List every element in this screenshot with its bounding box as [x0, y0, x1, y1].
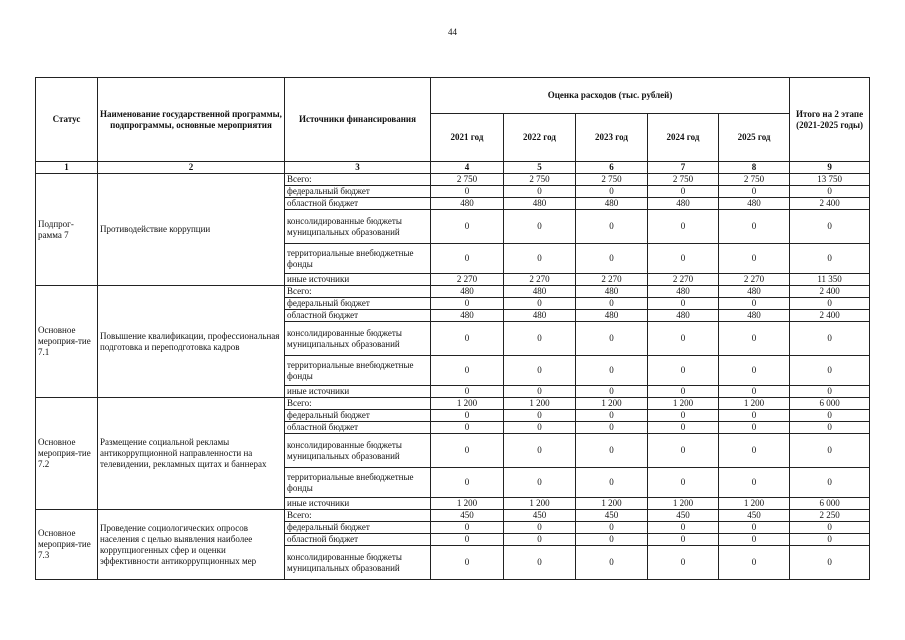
source-cell: иные источники: [285, 386, 431, 398]
value-cell: 0: [431, 244, 504, 274]
header-year: 2024 год: [648, 114, 719, 162]
total-cell: 0: [790, 534, 870, 546]
value-cell: 0: [648, 422, 719, 434]
value-cell: 2 750: [648, 174, 719, 186]
source-cell: территориальные внебюджетные фонды: [285, 356, 431, 386]
value-cell: 0: [648, 298, 719, 310]
header-year: 2025 год: [719, 114, 790, 162]
status-cell: Основное мероприя-тие 7.2: [36, 398, 98, 510]
value-cell: 0: [504, 410, 576, 422]
value-cell: 1 200: [431, 498, 504, 510]
source-cell: областной бюджет: [285, 534, 431, 546]
value-cell: 0: [719, 546, 790, 580]
value-cell: 0: [648, 410, 719, 422]
name-cell: Противодействие коррупции: [98, 174, 285, 286]
column-number: 3: [285, 162, 431, 174]
value-cell: 1 200: [431, 398, 504, 410]
value-cell: 0: [576, 434, 648, 468]
value-cell: 480: [576, 310, 648, 322]
value-cell: 0: [648, 356, 719, 386]
value-cell: 0: [576, 386, 648, 398]
source-cell: консолидированные бюджеты муниципальных образований: [285, 210, 431, 244]
header-year: 2023 год: [576, 114, 648, 162]
column-number: 7: [648, 162, 719, 174]
value-cell: 480: [504, 286, 576, 298]
total-cell: 0: [790, 298, 870, 310]
value-cell: 0: [576, 546, 648, 580]
value-cell: 0: [431, 322, 504, 356]
value-cell: 0: [504, 468, 576, 498]
source-cell: Всего:: [285, 510, 431, 522]
header-name: Наименование государственной программы, подпрограммы, основные мероприятия: [98, 78, 285, 162]
value-cell: 480: [719, 286, 790, 298]
value-cell: 2 270: [648, 274, 719, 286]
total-cell: 0: [790, 522, 870, 534]
value-cell: 0: [504, 244, 576, 274]
value-cell: 450: [719, 510, 790, 522]
total-cell: 6 000: [790, 398, 870, 410]
value-cell: 2 270: [431, 274, 504, 286]
value-cell: 0: [431, 298, 504, 310]
value-cell: 0: [576, 298, 648, 310]
value-cell: 2 750: [504, 174, 576, 186]
source-cell: Всего:: [285, 398, 431, 410]
value-cell: 0: [719, 468, 790, 498]
value-cell: 1 200: [648, 498, 719, 510]
value-cell: 0: [719, 410, 790, 422]
header-sources: Источники финансирования: [285, 78, 431, 162]
source-cell: иные источники: [285, 498, 431, 510]
value-cell: 0: [431, 522, 504, 534]
value-cell: 0: [504, 356, 576, 386]
value-cell: 0: [719, 298, 790, 310]
value-cell: 1 200: [719, 498, 790, 510]
value-cell: 2 270: [504, 274, 576, 286]
value-cell: 0: [576, 322, 648, 356]
value-cell: 1 200: [504, 498, 576, 510]
value-cell: 0: [504, 434, 576, 468]
table-row: [36, 510, 870, 522]
source-cell: федеральный бюджет: [285, 522, 431, 534]
value-cell: 480: [431, 286, 504, 298]
table-body: [36, 174, 870, 580]
total-cell: 0: [790, 434, 870, 468]
table-row: [36, 286, 870, 298]
source-cell: консолидированные бюджеты муниципальных образований: [285, 322, 431, 356]
name-cell: Повышение квалификации, профессиональная подготовка и переподготовка кадров: [98, 286, 285, 398]
value-cell: 480: [719, 198, 790, 210]
total-cell: 0: [790, 356, 870, 386]
source-cell: территориальные внебюджетные фонды: [285, 244, 431, 274]
source-cell: Всего:: [285, 286, 431, 298]
total-cell: 13 750: [790, 174, 870, 186]
value-cell: 0: [504, 522, 576, 534]
value-cell: 0: [576, 356, 648, 386]
value-cell: 0: [504, 210, 576, 244]
status-cell: Подпрог-рамма 7: [36, 174, 98, 286]
value-cell: 480: [504, 310, 576, 322]
value-cell: 0: [648, 386, 719, 398]
source-cell: Всего:: [285, 174, 431, 186]
column-number: 1: [36, 162, 98, 174]
value-cell: 450: [576, 510, 648, 522]
total-cell: 0: [790, 468, 870, 498]
total-cell: 0: [790, 410, 870, 422]
value-cell: 480: [719, 310, 790, 322]
table-row: [36, 174, 870, 186]
source-cell: иные источники: [285, 274, 431, 286]
value-cell: 0: [504, 546, 576, 580]
total-cell: 2 250: [790, 510, 870, 522]
total-cell: 0: [790, 186, 870, 198]
name-cell: Проведение социологических опросов населения с целью выявления наиболее коррупциогенных сфер и оценки эффективности антикоррупционных мер: [98, 510, 285, 580]
total-cell: 2 400: [790, 198, 870, 210]
value-cell: 0: [576, 468, 648, 498]
value-cell: 0: [431, 422, 504, 434]
total-cell: 0: [790, 244, 870, 274]
table-header: [36, 78, 870, 174]
value-cell: 0: [719, 186, 790, 198]
source-cell: областной бюджет: [285, 310, 431, 322]
value-cell: 0: [431, 410, 504, 422]
budget-table: [35, 77, 870, 580]
value-cell: 0: [576, 186, 648, 198]
total-cell: 0: [790, 422, 870, 434]
name-cell: Размещение социальной рекламы антикоррупционной направленности на телевидении, рекламных щитах и баннерах: [98, 398, 285, 510]
value-cell: 2 270: [719, 274, 790, 286]
value-cell: 1 200: [576, 498, 648, 510]
value-cell: 480: [431, 310, 504, 322]
value-cell: 480: [648, 310, 719, 322]
value-cell: 0: [431, 210, 504, 244]
header-status: Статус: [36, 78, 98, 162]
value-cell: 0: [648, 322, 719, 356]
total-cell: 0: [790, 546, 870, 580]
column-number-row: [36, 162, 870, 174]
total-cell: 2 400: [790, 310, 870, 322]
header-year: 2022 год: [504, 114, 576, 162]
value-cell: 0: [576, 534, 648, 546]
value-cell: 0: [431, 434, 504, 468]
value-cell: 0: [719, 434, 790, 468]
header-year: 2021 год: [431, 114, 504, 162]
table-row: [36, 398, 870, 410]
value-cell: 0: [431, 356, 504, 386]
value-cell: 2 750: [719, 174, 790, 186]
column-number: 4: [431, 162, 504, 174]
value-cell: 0: [576, 210, 648, 244]
value-cell: 480: [431, 198, 504, 210]
header-total: Итого на 2 этапе (2021-2025 годы): [790, 78, 870, 162]
value-cell: 480: [504, 198, 576, 210]
value-cell: 0: [648, 210, 719, 244]
column-number: 5: [504, 162, 576, 174]
value-cell: 0: [431, 534, 504, 546]
value-cell: 0: [431, 468, 504, 498]
value-cell: 0: [719, 522, 790, 534]
value-cell: 2 750: [431, 174, 504, 186]
value-cell: 0: [504, 186, 576, 198]
value-cell: 0: [648, 522, 719, 534]
value-cell: 0: [648, 244, 719, 274]
value-cell: 0: [719, 356, 790, 386]
value-cell: 0: [648, 468, 719, 498]
value-cell: 0: [431, 546, 504, 580]
status-cell: Основное мероприя-тие 7.1: [36, 286, 98, 398]
total-cell: 2 400: [790, 286, 870, 298]
value-cell: 0: [719, 386, 790, 398]
value-cell: 0: [719, 210, 790, 244]
value-cell: 0: [719, 322, 790, 356]
value-cell: 0: [719, 422, 790, 434]
status-cell: Основное мероприя-тие 7.3: [36, 510, 98, 580]
value-cell: 0: [648, 534, 719, 546]
value-cell: 450: [648, 510, 719, 522]
value-cell: 0: [648, 434, 719, 468]
source-cell: федеральный бюджет: [285, 410, 431, 422]
source-cell: территориальные внебюджетные фонды: [285, 468, 431, 498]
value-cell: 0: [576, 422, 648, 434]
value-cell: 0: [576, 522, 648, 534]
total-cell: 11 350: [790, 274, 870, 286]
value-cell: 0: [576, 244, 648, 274]
value-cell: 0: [504, 322, 576, 356]
value-cell: 0: [504, 298, 576, 310]
value-cell: 1 200: [719, 398, 790, 410]
value-cell: 0: [648, 186, 719, 198]
total-cell: 0: [790, 210, 870, 244]
column-number: 8: [719, 162, 790, 174]
value-cell: 0: [431, 186, 504, 198]
value-cell: 480: [576, 198, 648, 210]
value-cell: 480: [576, 286, 648, 298]
value-cell: 480: [648, 286, 719, 298]
value-cell: 0: [431, 386, 504, 398]
value-cell: 480: [648, 198, 719, 210]
header-estimate: Оценка расходов (тыс. рублей): [431, 78, 790, 114]
value-cell: 0: [719, 244, 790, 274]
value-cell: 1 200: [504, 398, 576, 410]
column-number: 2: [98, 162, 285, 174]
value-cell: 0: [504, 386, 576, 398]
value-cell: 1 200: [576, 398, 648, 410]
source-cell: консолидированные бюджеты муниципальных образований: [285, 546, 431, 580]
value-cell: 0: [504, 534, 576, 546]
column-number: 6: [576, 162, 648, 174]
source-cell: федеральный бюджет: [285, 186, 431, 198]
value-cell: 450: [504, 510, 576, 522]
page-number: 44: [448, 27, 457, 37]
value-cell: 1 200: [648, 398, 719, 410]
total-cell: 6 000: [790, 498, 870, 510]
total-cell: 0: [790, 322, 870, 356]
source-cell: областной бюджет: [285, 422, 431, 434]
total-cell: 0: [790, 386, 870, 398]
value-cell: 0: [504, 422, 576, 434]
source-cell: областной бюджет: [285, 198, 431, 210]
value-cell: 2 750: [576, 174, 648, 186]
source-cell: федеральный бюджет: [285, 298, 431, 310]
source-cell: консолидированные бюджеты муниципальных образований: [285, 434, 431, 468]
value-cell: 2 270: [576, 274, 648, 286]
value-cell: 0: [719, 534, 790, 546]
value-cell: 450: [431, 510, 504, 522]
value-cell: 0: [648, 546, 719, 580]
column-number: 9: [790, 162, 870, 174]
value-cell: 0: [576, 410, 648, 422]
